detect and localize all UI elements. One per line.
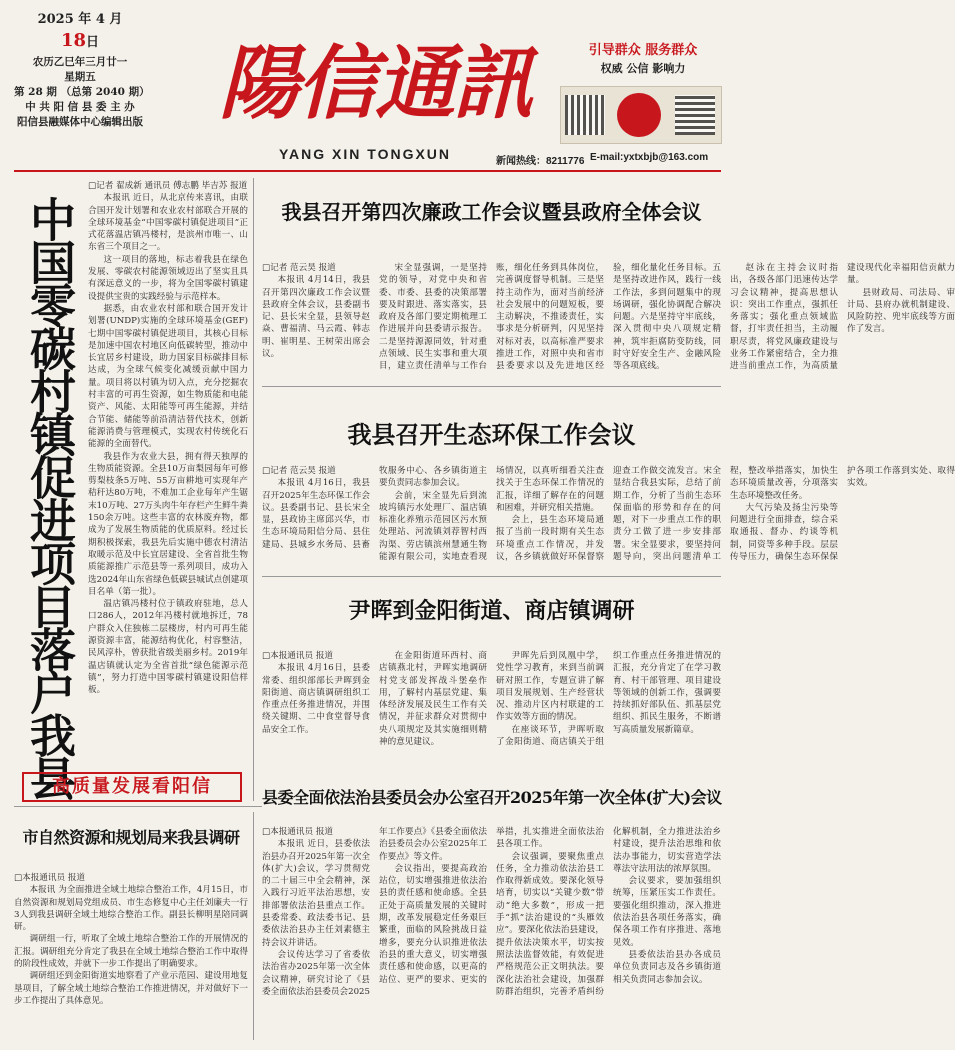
a3-p4: 在座谈环节，尹晖听取了金阳街道、商店镇关于组织工作重点任务推进情况的汇报，充分肯定了在学习教育、村干部管理、项目建设等领域的创新工作，强调要持续抓好部队伍、抓基层党组织、抓民生服务，不断谱写高质量发展新篇章。 (496, 651, 721, 748)
a3-byline: □本报通讯员 报道 (262, 651, 334, 661)
issue-number: 第 28 期 （总第 2040 期） (14, 86, 150, 98)
masthead-title: 陽信通訊 (219, 36, 531, 130)
a2-title: 我县召开生态环保工作会议 (347, 420, 636, 449)
a2-body (262, 465, 955, 569)
col-divider-left (253, 178, 254, 801)
a3-p2: 在金阳街道环西村、商店镇燕北村，尹晖实地调研村党支部发挥战斗堡垒作用，了解村内基层党建、集体经济发展及民生工作有关情况，并征求群众对贯彻中央八项规定及其实施细则精神的意见建议。 (379, 651, 487, 748)
left-article-p4: 我县作为农业大县，拥有得天独厚的生物质能资源。全县10万亩梨园每年可修剪梨枝条5万吨、55万亩耕地可实现年产秸秆达80万吨，不难加工企业每年产生锯末10万吨、27万头肉牛年存栏产生鲜牛粪150余万吨。这些丰富的农林废弃物，都成为了发展生物质能的优质原料。经过长期积极探索，我县先后实施中德农村清洁取暖示范及中长宜居建设、全省首批生物质能源推广示范县等一系列项目，成功入选2024年山东省绿色低碳县城试点创建项目名单（第一批）。 (88, 451, 248, 597)
issue-day-suffix: 日 (86, 35, 100, 50)
qr-code-icon-2 (675, 95, 715, 135)
col-divider-bottom (253, 812, 254, 1040)
qr-code-icon (565, 95, 605, 135)
a2-p2: 会前，宋全显先后到流坡坞镇污水处理厂、温店镇标准化养殖示范园区污水预处理站、河流镇刘荐智村西沟渠、劳店镇滨州慧通生物能源有限公司，实地查看现场情况，以真听细看关注查找关于生态环保工作情况的汇报，详细了解存在的问题和困难，并研究相关措施。 (379, 466, 604, 563)
a1-p4: 县财政局、司法局、审计局、县府办就机制建设、风险防控、兜牢底线等方面作了发言。 (847, 287, 955, 335)
a5-title: 市自然资源和规划局来我县调研 (22, 828, 240, 847)
a2-p4: 大气污染及扬尘污染等问题进行全面排查，综合采取通报、督办、约谈等机制，同资等多种手段。层层传导压力，确保生态环保保护各项工作落到实处、取得实效。 (730, 466, 955, 563)
a1-body (262, 262, 955, 380)
a1-byline: □记者 范云昊 报道 (262, 263, 336, 273)
left-article-p3: 据悉，由农业农村部和联合国开发计划署(UNDP)实施的全球环境基金(GEF)七期中国零碳村镇促进项目，其核心目标是加速中国农村地区向低碳转型，推动中长宜居乡村建设，助力国家目标碳排目标达成，为全球气候变化减缓贡献中国力量。项目将以村镇为切入点，充分挖掘农村丰富的可再生资源，如生物质能和电能资产、风能、太阳能等可再生能源，并结合节能、储能等前沿清洁替代技术，创新能源消费与管理模式，实现农村传统化石能源的全面替代。 (88, 303, 248, 450)
banner-box (22, 772, 242, 802)
a4-p6: 县委依法治县办各成员单位负责同志及各乡镇街道相关负责同志参加会议。 (613, 949, 721, 985)
a1-p2: 宋全显强调，一是坚持党的领导，对党中央和省委、市委、县委的决策部署要及时跟进、落实落实，县政府及各部门要定期梳理工作进展并向县委请示报告。二是坚持源源同效，针对重点领域、民生实事和重大项目，建立责任清单与工作台账，细化任务到具体岗位，完善调度督导机制。三是坚持主动作为，面对当前经济社会发展中的问题短板，要主动解决，不推诿责任，实事求是分析研判，闪见坚持对标对表，以高标准严要求推进工作，对照中央和省市县委要求以及先进地区经验，细化量化任务目标。五是坚持改进作风，践行一线工作法，多到问题集中的现场调研，强化协调配合解决问题。六是坚持守牢底线，深入贯彻中央八项规定精神，筑牢拒腐防变防线，同时守好安全生产、金融风险等各项底线。 (379, 263, 721, 372)
slogan-2: 权威 公信 影响力 (600, 62, 686, 75)
a3-body (262, 650, 721, 754)
a3-p3: 尹晖先后到凤凰中学，党性学习教育，来到当前调研对照工作，专题宣讲了解项目发展规划、生产经营状况、推动片区内村联建的工作实效等方面的情况。 (496, 651, 604, 723)
a2-byline: □记者 范云昊 报道 (262, 466, 336, 476)
left-article-p5: 温店镇冯楼村位于镇政府驻地，总人口286人，2012年冯楼村就地拆迁，78户群众入住独栋二层楼房，村内可再生能源资源丰富，能源结构优化，村容整洁，民风淳朴，曾获批省级美丽乡村。2019年温店镇就认定为全省首批“绿色能源示范镇”，努力打造中国零碳村镇建设阳信样板。 (88, 599, 248, 696)
publisher-2: 阳信县融媒体中心编辑出版 (17, 116, 143, 128)
a2-p1: 本报讯 4月16日，我县召开2025年生态环保工作会议。县委副书记、县长宋全显，县政协主席邱兴华，市生态环境局阳信分局、县住建局、县城乡水务局、县畜牧服务中心、各乡镇街道主要负责同志参加会议。 (262, 466, 487, 550)
left-article-title: 中国零碳村镇促进项目落户我县 (23, 196, 77, 798)
a3-p1: 本报讯 4月16日，县委常委、组织部部长尹晖到金阳街道、商店镇调研组织工作重点任务推进情况，并围绕关键期、二中食堂督导食品安全工作。 (262, 663, 370, 735)
left-article-p2: 这一项目的落地，标志着我县在绿色发展、零碳农村能源领域迈出了坚实且具有深远意义的一步，将为全国零碳村镇建设提供宝贵的实践经验与示范样本。 (88, 254, 248, 302)
issue-info (14, 10, 150, 130)
left-article-body (88, 180, 248, 696)
weekday: 星期五 (64, 71, 96, 83)
a5-p3: 调研组还到金阳街道实地察看了产业示范园、建设用地复垦项目，了解全域土地综合整治工作推进情况，并对做好下一步工作提出了具体意见。 (14, 971, 248, 1006)
a1-p1: 本报讯 4月14日，我县召开第四次廉政工作会议暨县政府全体会议，县委副书记、县长宋全显，县领导赵焱、曹福清、马云霞、韩志明、崔明星、王树荣出席会议。 (262, 275, 370, 360)
a5-body (14, 872, 248, 1040)
issue-day-wrap (14, 29, 146, 55)
a4-p2: 会议传达学习了省委依法治省办2025年第一次全体会议精神，研究讨论了《县委全面依法治县委员会2025年工作要点》《县委全面依法治县委员会办公室2025年工作要点》等文件。 (262, 827, 487, 997)
slogan-block (568, 42, 718, 78)
issue-date: 2025 年 4 月 (37, 12, 123, 27)
a4-p1: 本报讯 近日，县委依法治县办召开2025年第一次全体(扩大)会议，学习贯彻党的二十届三中全会精神，深入践行习近平法治思想，安排部署依法治县重点工作。县委常委、政法委书记、县委依法治县办主任刘素德主持会议并讲话。 (262, 839, 370, 948)
left-article-byline: □记者 翟成新 通讯员 傅志鹏 毕吉苏 报道 (88, 181, 248, 191)
masthead-rule (14, 170, 721, 172)
a5-byline: □本报通讯员 报道 (14, 873, 86, 883)
a1-title: 我县召开第四次廉政工作会议暨县政府全体会议 (281, 200, 702, 224)
a5-p2: 调研组一行，听取了全域土地综合整治工作的开展情况的汇报。调研组充分肯定了我县在全域土地综合整治工作中取得的阶段性成效，并就下一步工作提出了明确要求。 (14, 934, 248, 970)
a4-title: 县委全面依法治县委员会办公室召开2025年第一次全体(扩大)会议 (262, 786, 721, 810)
publisher-1: 中 共 阳 信 县 委 主 办 (25, 101, 135, 113)
a4-p5: 会议要求，要加强组织统筹，压紧压实工作责任。要强化组织推动，深入推进依法治县各项任务落实，确保各项工作有序推进、落地见效。 (613, 876, 721, 948)
lunar-date: 农历乙巳年三月廿一 (32, 56, 128, 68)
a4-body (262, 826, 721, 1040)
a2-bottom-rule (262, 576, 721, 577)
masthead-pinyin: YANG XIN TONGXUN (278, 146, 452, 162)
a1-p3: 赵泳在主持会议时指出，各级各部门迅速传达学习会议精神，提高思想认识：突出工作重点，强抓任务落实；强化重点领域监督，打牢责任担当，主动履职尽责，将党风廉政建设与业务工作紧密结合，全力推进当前重点工作，为高质量建设现代化幸福阳信贡献力量。 (730, 263, 955, 372)
hotline: 新闻热线：8211776 (496, 156, 585, 167)
issue-day: 18 (60, 30, 87, 51)
a4-p4: 会议强调，要聚焦重点任务，全力推动依法治县工作取得新成效。要深化领导培育，切实以“关键少数”带动“绝大多数”，形成一把手“抓”法治建设的“头雁效应”。要深化依法治县建设，提升依法决策水平，切实按照法法监督效能，有效促进严格规范公正文明执法。要深化法治社会建设，加强群防群治组织，完善矛盾纠纷化解机制，全力推进法治乡村建设，提升法治思维和依法办事能力，切实营造学法尊法守法用法的浓厚氛围。 (496, 827, 721, 997)
a4-p3: 会议指出，要提高政治站位，切实增强推进依法治县的责任感和使命感。全县正处于高质量发展的关键时期，改革发展稳定任务艰巨繁重，面临的风险挑战日益增多，要充分认识推进依法治县的重大意义，切实增强责任感和使命感，以更高的站位、更严的要求、更实的举措，扎实推进全面依法治县各项工作。 (379, 827, 604, 985)
a3-title: 尹晖到金阳街道、商店镇调研 (348, 598, 635, 624)
logo-badge (617, 93, 661, 137)
slogan-1: 引导群众 服务群众 (588, 43, 698, 58)
qr-banner (560, 86, 722, 144)
left-article-p1: 本报讯 近日，从北京传来喜讯，由联合国开发计划署和农业农村部联合开展的全球环境基金“中国零碳村镇促进项目”正式花落温店镇冯楼村，是滨州市唯一、山东省三个项目之一。 (88, 193, 248, 253)
a1-bottom-rule (262, 386, 721, 387)
email: E-mail:yxtxbjb@163.com (590, 152, 709, 163)
a5-p1: 本报讯 为全面推进全域土地综合整治工作，4月15日，市自然资源和规划局党组成员、市生态修复中心主任刘廉夫一行3人到我县调研全域土地综合整治工作。副县长柳明星陪同调研。 (14, 885, 248, 933)
banner-text: 高质量发展看阳信 (52, 776, 212, 797)
a2-p3: 会上，县生态环境局通报了当前一段时期有关生态环境重点工作情况，并发议，各乡镇就做好环保督察迎查工作做交流发言。宋全显结合我县实际，总结了前期工作，分析了当前生态环保面临的形势和存在的问题，对下一步重点工作的职责分工做了进一步安排部署。宋全显要求，要坚持问题导向，突出问题清单工程，整改举措落实，加快生态环境质量改善，分项落实生态环境整改任务。 (496, 466, 838, 563)
a4-byline: □本报通讯员 报道 (262, 827, 334, 837)
